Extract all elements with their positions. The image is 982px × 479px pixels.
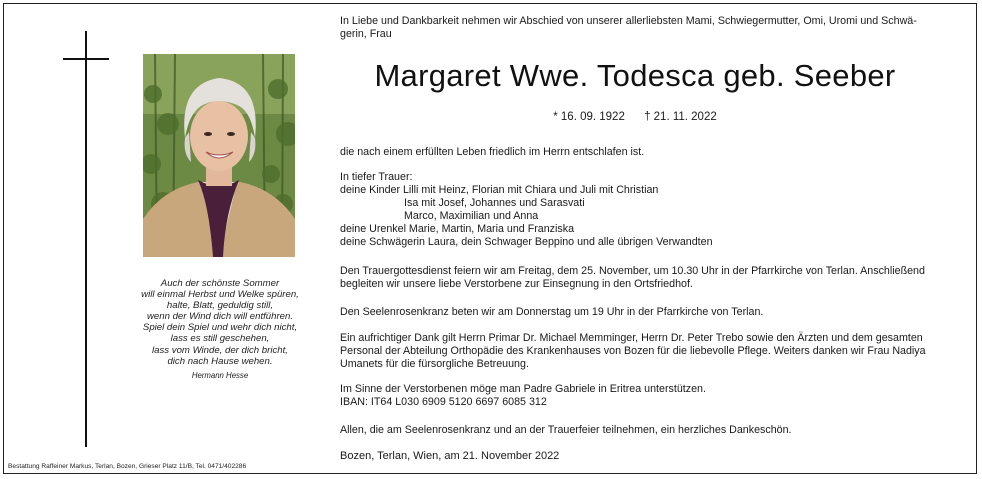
donation-text: Im Sinne der Verstorbenen möge man Padre Gabriele in Eritrea unterstützen. bbox=[340, 383, 706, 395]
cross-vertical-bar bbox=[85, 31, 87, 447]
poem-line: halte, Blatt, geduldig still, bbox=[166, 300, 274, 312]
thanks-text: Ein aufrichtiger Dank gilt Herrn Primar Dr. Michael Memminger, Herrn Dr. Peter Trebo sowie den Ärzten und dem gesamten Personal der Abteilung Orthopädie des Krankenhauses von Bozen für die liebevolle Pflege. Weiters danken wir Frau Nadiya Umanets für die fürsorgliche Betreuung. bbox=[340, 332, 926, 371]
cross-horizontal-bar bbox=[63, 58, 109, 60]
portrait-illustration bbox=[143, 54, 295, 257]
poem-line: lass es still geschehen, bbox=[170, 333, 270, 345]
poem-line: Spiel dein Spiel und wehr dich nicht, bbox=[142, 322, 298, 334]
closing-text: Allen, die am Seelenrosenkranz und an der Trauerfeier teilnehmen, ein herzliches Dankeschön. bbox=[340, 424, 792, 436]
poem-line: lass vom Winde, der dich bricht, bbox=[152, 344, 288, 356]
place-and-date: Bozen, Terlan, Wien, am 21. November 2022 bbox=[340, 450, 560, 462]
poem-author: Hermann Hesse bbox=[191, 370, 249, 380]
poem-line: wenn der Wind dich will entführen. bbox=[146, 311, 294, 323]
mourners-grandchildren-1: Isa mit Josef, Johannes und Sarasvati bbox=[404, 197, 585, 209]
mourners-grandchildren-2: Marco, Maximilian und Anna bbox=[404, 210, 539, 222]
poem-line: will einmal Herbst und Welke spüren, bbox=[141, 289, 299, 301]
mourners-heading: In tiefer Trauer: bbox=[340, 171, 413, 183]
mourners-in-laws: deine Schwägerin Laura, dein Schwager Beppino und alle übrigen Verwandten bbox=[340, 236, 713, 248]
deceased-name: Margaret Wwe. Todesca geb. Seeber bbox=[374, 58, 896, 93]
portrait-photo bbox=[143, 54, 295, 257]
mourners-great-grandchildren: deine Urenkel Marie, Martin, Maria und Franziska bbox=[340, 223, 575, 235]
mourners-children: deine Kinder Lilli mit Heinz, Florian mit Chiara und Juli mit Christian bbox=[340, 184, 659, 196]
poem-line: Auch der schönste Sommer bbox=[160, 278, 280, 289]
life-dates bbox=[340, 111, 930, 123]
funeral-home-credit: Bestattung Raffeiner Markus, Terlan, Bozen, Grieser Platz 11/B, Tel. 0471/402286 bbox=[8, 463, 247, 470]
passed-text: die nach einem erfüllten Leben friedlich im Herrn entschlafen ist. bbox=[340, 146, 645, 158]
service-text: Den Trauergottesdienst feiern wir am Freitag, dem 25. November, um 10.30 Uhr in der Pfarrkirche von Terlan. Anschließend begleiten wir unsere liebe Verstorbene zur Einsegnung in den Ortsfriedhof. bbox=[340, 265, 925, 291]
intro-text: In Liebe und Dankbarkeit nehmen wir Abschied von unserer allerliebsten Mami, Schwiegermutter, Omi, Uromi und Schwä- gerin, Frau bbox=[340, 15, 917, 41]
poem-line: dich nach Hause wehen. bbox=[167, 355, 273, 367]
poem bbox=[120, 278, 320, 381]
iban-text: IBAN: IT64 L030 6909 5120 6697 6085 312 bbox=[340, 396, 547, 408]
rosary-text: Den Seelenrosenkranz beten wir am Donnerstag um 19 Uhr in der Pfarrkirche von Terlan. bbox=[340, 306, 764, 318]
death-date: † 21. 11. 2022 bbox=[644, 111, 717, 123]
birth-date: * 16. 09. 1922 bbox=[553, 111, 625, 123]
